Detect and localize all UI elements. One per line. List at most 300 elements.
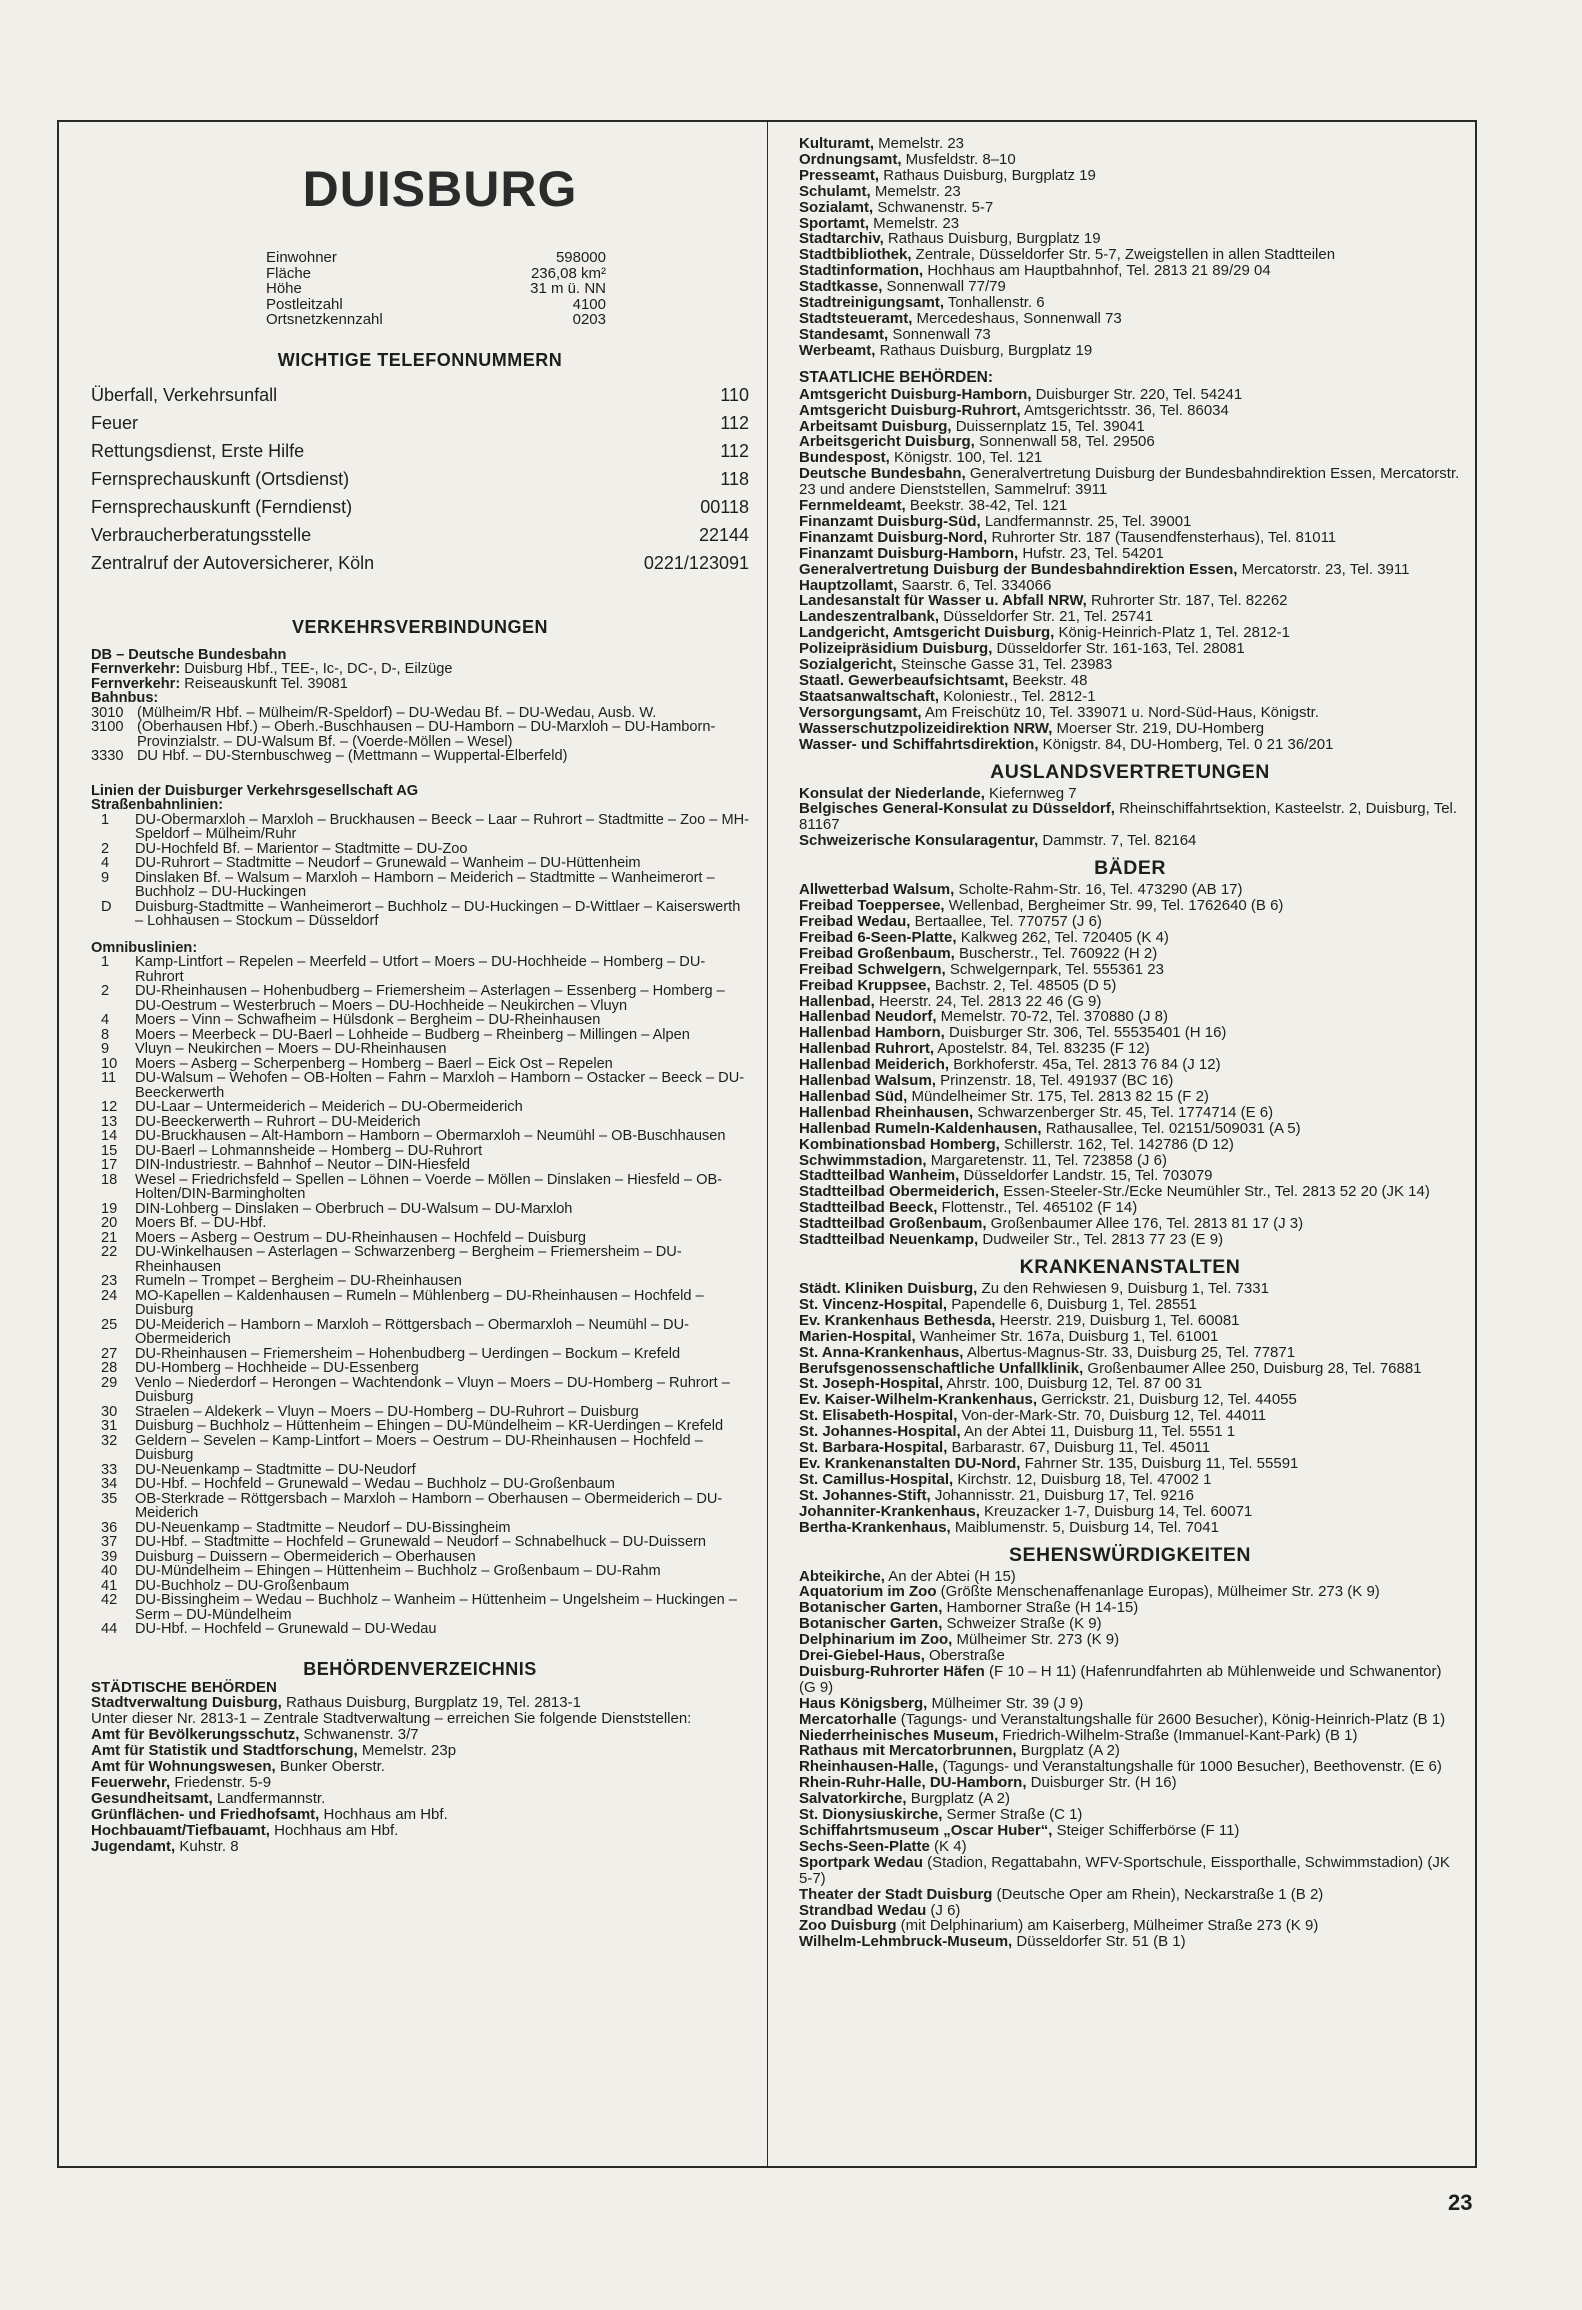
stat-label: Ortsnetzkennzahl xyxy=(266,311,383,328)
line-number: 22 xyxy=(101,1244,118,1260)
entry-details: Zentrale, Düsseldorfer Str. 5-7, Zweigstellen in allen Stadtteilen xyxy=(911,246,1336,264)
entry-name: Mercatorhalle xyxy=(799,1710,897,1728)
line-number: 3100 xyxy=(91,719,124,735)
entry-details: Kiefernweg 7 xyxy=(984,784,1077,802)
entry-name: Schulamt, xyxy=(799,182,871,200)
line-number: 9 xyxy=(101,1041,110,1057)
directory-entry xyxy=(799,1791,1461,1807)
line-row xyxy=(91,813,749,842)
line-route: Moers Bf. – DU-Hbf. xyxy=(135,1215,267,1231)
line-row xyxy=(91,1361,749,1376)
phone-row xyxy=(91,409,749,437)
entry-details: Rathaus Duisburg, Burgplatz 19 xyxy=(883,230,1101,248)
entry-name: Allwetterbad Walsum, xyxy=(799,881,955,899)
stat-value: 4100 xyxy=(572,295,606,313)
entry-name: Ev. Krankenhaus Bethesda, xyxy=(799,1311,996,1329)
entry-name: Rhein-Ruhr-Halle, DU-Hamborn, xyxy=(799,1774,1027,1792)
line-route: DU-Laar – Untermeiderich – Meiderich – DU-Obermeiderich xyxy=(135,1099,523,1115)
directory-entry xyxy=(799,327,1461,343)
entry-details: Steinsche Gasse 31, Tel. 23983 xyxy=(896,656,1113,674)
directory-entry xyxy=(799,1664,1461,1696)
phone-number: 110 xyxy=(720,384,749,405)
entry-name: Stadtverwaltung Duisburg, xyxy=(91,1694,282,1712)
directory-entry xyxy=(91,1807,749,1823)
entry-name: Arbeitsgericht Duisburg, xyxy=(799,433,975,451)
line-route: Rumeln – Trompet – Bergheim – DU-Rheinhausen xyxy=(135,1273,462,1289)
line-row xyxy=(91,1115,749,1130)
line-route: DU-Buchholz – DU-Großenbaum xyxy=(135,1577,350,1594)
entry-name: Wasserschutzpolizeidirektion NRW, xyxy=(799,719,1053,737)
line-number: 12 xyxy=(101,1099,118,1115)
entry-name: Abteikirche, xyxy=(799,1567,885,1585)
directory-entry xyxy=(799,657,1461,673)
entry-name: Marien-Hospital, xyxy=(799,1327,916,1345)
entry-name: St. Barbara-Hospital, xyxy=(799,1439,948,1457)
entry-details: Amtsgerichtsstr. 36, Tel. 86034 xyxy=(1020,401,1229,419)
entry-name: Freibad Schwelgern, xyxy=(799,960,946,978)
entry-name: Sportpark Wedau xyxy=(799,1853,923,1871)
entry-details: Schwelgernpark, Tel. 555361 23 xyxy=(945,960,1164,978)
entry-details: Landfermannstr. 25, Tel. 39001 xyxy=(980,512,1192,530)
entry-name: Stadtbibliothek, xyxy=(799,246,912,264)
stat-row xyxy=(266,281,606,297)
entry-details: Albertus-Magnus-Str. 33, Duisburg 25, Tel. 77871 xyxy=(963,1343,1296,1361)
line-number: 27 xyxy=(101,1345,118,1362)
line-number: 2 xyxy=(101,840,110,857)
directory-entry xyxy=(91,1711,749,1727)
entry-details: Schwanenstr. 3/7 xyxy=(299,1726,419,1744)
directory-entry xyxy=(799,1807,1461,1823)
directory-entry xyxy=(799,466,1461,498)
phones-heading: WICHTIGE TELEFONNUMMERN xyxy=(277,349,563,370)
line-route: Moers – Asberg – Scherpenberg – Homberg – Baerl – Eick Ost – Repelen xyxy=(135,1055,613,1072)
line-number: 32 xyxy=(101,1432,118,1449)
line-row xyxy=(91,871,749,900)
line-number: 8 xyxy=(101,1026,110,1043)
line-route: Venlo – Niederdorf – Herongen – Wachtendonk – Vluyn – Moers – DU-Homberg – Ruhrort – Duisburg xyxy=(135,1374,730,1405)
directory-entry xyxy=(91,1759,749,1775)
sights-heading: SEHENSWÜRDIGKEITEN xyxy=(1009,1543,1251,1566)
entry-name: Werbeamt, xyxy=(799,341,876,359)
entry-name: Botanischer Garten, xyxy=(799,1615,943,1633)
directory-entry xyxy=(799,263,1461,279)
directory-entry xyxy=(799,136,1461,152)
directory-entry xyxy=(799,450,1461,466)
entry-details: Generalvertretung Duisburg der Bundesbahndirektion Essen, Mercatorstr. 23 und andere Dienststellen, Sammelruf: 3911 xyxy=(799,465,1460,499)
entry-name: Standesamt, xyxy=(799,325,889,343)
entry-details: Apostelstr. 84, Tel. 83235 (F 12) xyxy=(934,1040,1150,1058)
entry-details: (F 10 – H 11) (Hafenrundfahrten ab Mühlenweide und Schwanentor) (G 9) xyxy=(799,1662,1442,1696)
directory-entry xyxy=(799,1616,1461,1632)
entry-name: St. Elisabeth-Hospital, xyxy=(799,1407,958,1425)
line-row xyxy=(91,1477,749,1492)
phone-number: 00118 xyxy=(700,496,749,517)
entry-name: Amtsgericht Duisburg-Hamborn, xyxy=(799,385,1032,403)
directory-entry xyxy=(799,1712,1461,1728)
line-route: DU-Ruhrort – Stadtmitte – Neudorf – Grunewald – Wanheim – DU-Hüttenheim xyxy=(135,855,641,871)
entry-name: Haus Königsberg, xyxy=(799,1694,928,1712)
directory-entry xyxy=(91,1791,749,1807)
directory-entry xyxy=(799,1376,1461,1392)
line-row xyxy=(91,1347,749,1362)
directory-entry xyxy=(799,184,1461,200)
entry-details: Rathaus Duisburg, Burgplatz 19 xyxy=(879,166,1096,184)
line-route: Duisburg-Stadtmitte – Wanheimerort – Buchholz – DU-Huckingen – D-Wittlaer – Kaiserswerth – Lohhausen – Stockum – Düsseldorf xyxy=(135,898,741,929)
phone-label: Fernsprechauskunft (Ferndienst) xyxy=(91,496,353,517)
entry-name: Berufsgenossenschaftliche Unfallklinik, xyxy=(799,1359,1084,1377)
directory-entry xyxy=(799,625,1461,641)
line-row xyxy=(91,1144,749,1159)
entry-name: Aquatorium im Zoo xyxy=(799,1583,937,1601)
entry-name: Theater der Stadt Duisburg xyxy=(799,1885,993,1903)
entry-name: Amt für Wohnungswesen, xyxy=(91,1758,276,1776)
entry-name: Niederrheinisches Museum, xyxy=(799,1726,999,1744)
page-number: 23 xyxy=(1448,2190,1473,2215)
line-route: Moers – Vinn – Schwafheim – Hülsdonk – Bergheim – DU-Rheinhausen xyxy=(135,1012,601,1028)
line-number: 9 xyxy=(101,869,110,886)
stat-row xyxy=(266,297,606,313)
stat-value: 598000 xyxy=(555,249,606,266)
directory-entry xyxy=(799,343,1461,359)
entry-details: Wanheimer Str. 167a, Duisburg 1, Tel. 61001 xyxy=(915,1327,1219,1345)
entry-details: Unter dieser Nr. 2813-1 – Zentrale Stadtverwaltung – erreichen Sie folgende Dienststellen: xyxy=(91,1710,692,1728)
entry-details: Memelstr. 23 xyxy=(869,214,960,232)
entry-details: Ahrstr. 100, Duisburg 12, Tel. 87 00 31 xyxy=(943,1375,1203,1393)
directory-entry xyxy=(799,1696,1461,1712)
entry-name: Stadtreinigungsamt, xyxy=(799,294,945,312)
line-number: 42 xyxy=(101,1592,118,1608)
entry-name: Finanzamt Duisburg-Hamborn, xyxy=(799,544,1019,562)
directory-entry xyxy=(799,801,1461,833)
phone-row xyxy=(91,437,749,465)
entry-details: (Tagungs- und Veranstaltungshalle für 1000 Besucher), Beethovenstr. (E 6) xyxy=(938,1758,1442,1776)
directory-entry xyxy=(799,833,1461,849)
directory-entry xyxy=(799,978,1461,994)
phone-number: 22144 xyxy=(698,524,749,545)
directory-entry xyxy=(799,1648,1461,1664)
entry-details: Großenbaumer Allee 250, Duisburg 28, Tel. 76881 xyxy=(1083,1359,1422,1377)
line-number: 1 xyxy=(101,954,110,970)
entry-details: (J 6) xyxy=(926,1901,961,1919)
entry-details: Friedenstr. 5-9 xyxy=(170,1773,272,1791)
entry-details: (Deutsche Oper am Rhein), Neckarstraße 1 (B 2) xyxy=(992,1885,1324,1903)
stat-value: 0203 xyxy=(572,311,606,328)
dvg-section xyxy=(91,784,749,1637)
db-title: DB – Deutsche Bundesbahn xyxy=(91,646,287,663)
line-route: DIN-Industriestr. – Bahnhof – Neutor – DIN-Hiesfeld xyxy=(135,1157,470,1173)
entry-name: Kulturamt, xyxy=(799,135,874,152)
entry-name: Stadtteilbad Obermeiderich, xyxy=(799,1183,1000,1201)
line-row xyxy=(91,720,749,749)
entry-details: Moerser Str. 219, DU-Homberg xyxy=(1052,719,1265,737)
entry-name: Amt für Bevölkerungsschutz, xyxy=(91,1726,300,1744)
entry-details: Königstr. 84, DU-Homberg, Tel. 0 21 36/201 xyxy=(1038,735,1334,753)
directory-entry xyxy=(799,1839,1461,1855)
entry-name: Stadtkasse, xyxy=(799,278,883,296)
entry-details: Sonnenwall 73 xyxy=(888,325,991,343)
line-row xyxy=(91,900,749,929)
db-fern2-label: Fernverkehr: xyxy=(91,675,181,692)
entry-details: Papendelle 6, Duisburg 1, Tel. 28551 xyxy=(947,1295,1197,1313)
entry-details: Duisburger Str. (H 16) xyxy=(1026,1774,1177,1792)
directory-entry xyxy=(799,1232,1461,1248)
entry-name: Hallenbad Ruhrort, xyxy=(799,1040,935,1058)
entry-name: Bundespost, xyxy=(799,449,890,467)
line-row xyxy=(91,1202,749,1217)
phone-row xyxy=(91,521,749,549)
directory-entry xyxy=(799,1456,1461,1472)
entry-details: (Stadion, Regattabahn, WFV-Sportschule, Eissporthalle, Schwimmstadion) (JK 5-7) xyxy=(799,1853,1450,1887)
directory-entry xyxy=(799,1297,1461,1313)
entry-name: Deutsche Bundesbahn, xyxy=(799,465,966,483)
entry-details: Duisburger Str. 220, Tel. 54241 xyxy=(1031,385,1243,403)
phone-label: Feuer xyxy=(91,412,139,433)
directory-entry xyxy=(799,1775,1461,1791)
entry-details: Burgplatz (A 2) xyxy=(1016,1742,1120,1760)
entry-name: Sechs-Seen-Platte xyxy=(799,1837,930,1855)
entry-name: Stadtteilbad Wanheim, xyxy=(799,1167,960,1185)
dvg-title: Linien der Duisburger Verkehrsgesellschaft AG xyxy=(91,782,419,799)
line-row xyxy=(91,1376,749,1405)
line-route: DU-Hochfeld Bf. – Marientor – Stadtmitte – DU-Zoo xyxy=(135,840,468,857)
entry-name: Staatl. Gewerbeaufsichtsamt, xyxy=(799,672,1009,689)
phone-label: Verbraucherberatungsstelle xyxy=(91,524,312,545)
city-authorities-continued xyxy=(799,136,1461,359)
line-number: 11 xyxy=(101,1070,117,1086)
entry-name: Bertha-Krankenhaus, xyxy=(799,1518,951,1536)
entry-details: Flottenstr., Tel. 465102 (F 14) xyxy=(937,1199,1138,1217)
city-title: DUISBURG xyxy=(302,161,578,217)
line-number: 4 xyxy=(101,1012,110,1028)
line-route: DU-Hbf. – Hochfeld – Grunewald – DU-Wedau xyxy=(135,1621,437,1637)
line-row xyxy=(91,1492,749,1521)
entry-details: Heerstr. 219, Duisburg 1, Tel. 60081 xyxy=(995,1311,1240,1329)
entry-details: Steiger Schifferbörse (F 11) xyxy=(1052,1822,1240,1839)
entry-name: Presseamt, xyxy=(799,166,880,184)
entry-name: Freibad Wedau, xyxy=(799,912,911,930)
entry-name: Stadtteilbad Neuenkamp, xyxy=(799,1231,979,1249)
line-route: MO-Kapellen – Kaldenhausen – Rumeln – Mühlenberg – DU-Rheinhausen – Hochfeld – Duisburg xyxy=(135,1287,704,1318)
stat-label: Postleitzahl xyxy=(266,295,343,313)
directory-entry xyxy=(799,914,1461,930)
directory-entry xyxy=(799,403,1461,419)
stat-value: 236,08 km² xyxy=(530,264,606,282)
directory-entry xyxy=(799,1105,1461,1121)
hospitals-heading: KRANKENANSTALTEN xyxy=(1019,1256,1241,1278)
line-row xyxy=(91,1216,749,1231)
directory-entry xyxy=(799,1424,1461,1440)
line-number: 25 xyxy=(101,1316,118,1333)
line-row xyxy=(91,1318,749,1347)
line-number: D xyxy=(101,898,112,915)
line-route: OB-Sterkrade – Röttgersbach – Marxloh – Hamborn – Oberhausen – Obermeiderich – DU-Meiderich xyxy=(135,1490,723,1521)
entry-details: Mülheimer Str. 273 (K 9) xyxy=(952,1631,1120,1649)
directory-entry xyxy=(799,1184,1461,1200)
directory-entry xyxy=(799,689,1461,705)
entry-name: Rathaus mit Mercatorbrunnen, xyxy=(799,1742,1017,1760)
state-authorities xyxy=(799,387,1461,753)
city-authorities xyxy=(91,1680,749,1855)
directory-entry xyxy=(799,1887,1461,1903)
directory-entry xyxy=(799,1918,1461,1934)
entry-details: König-Heinrich-Platz 1, Tel. 2812-1 xyxy=(1054,624,1290,642)
entry-details: Mercedeshaus, Sonnenwall 73 xyxy=(912,309,1122,327)
entry-details: Zu den Rehwiesen 9, Duisburg 1, Tel. 7331 xyxy=(977,1280,1269,1297)
city-entries xyxy=(91,1695,749,1854)
line-row xyxy=(91,1245,749,1274)
line-row xyxy=(91,1550,749,1565)
entry-details: Oberstraße xyxy=(924,1647,1005,1665)
directory-entry xyxy=(799,1361,1461,1377)
entry-name: Hallenbad Rheinhausen, xyxy=(799,1103,974,1121)
entry-name: Finanzamt Duisburg-Süd, xyxy=(799,512,981,530)
line-row xyxy=(91,1274,749,1289)
phone-row xyxy=(91,465,749,493)
entry-details: Von-der-Mark-Str. 70, Duisburg 12, Tel. 44011 xyxy=(957,1407,1267,1425)
entry-name: Hallenbad Meiderich, xyxy=(799,1056,950,1074)
directory-entry xyxy=(799,562,1461,578)
entry-details: Beekstr. 48 xyxy=(1008,672,1088,689)
line-number: 1 xyxy=(101,811,110,828)
line-route: DU-Meiderich – Hamborn – Marxloh – Röttgersbach – Obermarxloh – Neumühl – DU-Obermeiderich xyxy=(135,1316,689,1347)
directory-entry xyxy=(799,1137,1461,1153)
directory-entry xyxy=(799,546,1461,562)
directory-entry xyxy=(799,898,1461,914)
entry-details: Barbarastr. 67, Duisburg 11, Tel. 45011 xyxy=(947,1439,1211,1457)
entry-details: Rathaus Duisburg, Burgplatz 19 xyxy=(875,341,1093,359)
line-number: 30 xyxy=(101,1403,118,1420)
line-row xyxy=(91,1057,749,1072)
directory-entry xyxy=(91,1727,749,1743)
line-row xyxy=(91,955,749,984)
entry-name: Wilhelm-Lehmbruck-Museum, xyxy=(799,1933,1013,1951)
directory-entry xyxy=(799,1600,1461,1616)
directory-entry xyxy=(799,1216,1461,1232)
entry-details: Sonnenwall 77/79 xyxy=(882,278,1006,296)
line-route: Dinslaken Bf. – Walsum – Marxloh – Hamborn – Meiderich – Stadtmitte – Wanheimerort – Buchholz – DU-Huckingen xyxy=(135,869,715,900)
directory-entry xyxy=(799,1569,1461,1585)
line-route: Duisburg – Buchholz – Hüttenheim – Ehingen – DU-Mündelheim – KR-Uerdingen – Krefeld xyxy=(135,1418,724,1434)
line-route: DU-Walsum – Wehofen – OB-Holten – Fahrn – Marxloh – Hamborn – Ostacker – Beeck – DU-Beeckerwerth xyxy=(135,1070,745,1101)
directory-entry xyxy=(799,419,1461,435)
entry-name: Feuerwehr, xyxy=(91,1773,171,1791)
entry-name: St. Camillus-Hospital, xyxy=(799,1470,954,1488)
db-fern-text: Duisburg Hbf., TEE-, Ic-, DC-, D-, Eilzüge xyxy=(184,661,453,677)
entry-details: Essen-Steeler-Str./Ecke Neumühler Str., Tel. 2813 52 20 (JK 14) xyxy=(999,1183,1430,1201)
stat-label: Einwohner xyxy=(266,249,337,266)
line-row xyxy=(91,856,749,871)
entry-details: Musfeldstr. 8–10 xyxy=(901,150,1016,168)
directory-entry xyxy=(799,311,1461,327)
entry-name: Landgericht, Amtsgericht Duisburg, xyxy=(799,624,1055,642)
directory-entry xyxy=(799,1057,1461,1073)
line-row xyxy=(91,1100,749,1115)
entry-details: Scholte-Rahm-Str. 16, Tel. 473290 (AB 17) xyxy=(954,881,1243,899)
entry-name: Generalvertretung Duisburg der Bundesbahndirektion Essen, xyxy=(799,560,1238,578)
line-row xyxy=(91,1071,749,1100)
tram-label: Straßenbahnlinien: xyxy=(91,797,224,813)
directory-entry xyxy=(799,609,1461,625)
entry-name: Stadtinformation, xyxy=(799,262,924,280)
directory-entry xyxy=(799,1168,1461,1184)
entry-details: Hochhaus am Hbf. xyxy=(319,1805,448,1823)
entry-details: Mülheimer Str. 39 (J 9) xyxy=(927,1694,1084,1712)
entry-name: Staatsanwaltschaft, xyxy=(799,687,940,705)
entry-name: Sozialgericht, xyxy=(799,656,897,674)
line-row xyxy=(91,1434,749,1463)
line-row xyxy=(91,1535,749,1550)
entry-details: An der Abtei (H 15) xyxy=(884,1567,1016,1585)
directory-entry xyxy=(799,498,1461,514)
entry-details: Bertaallee, Tel. 770757 (J 6) xyxy=(910,912,1102,930)
entry-name: Amtsgericht Duisburg-Ruhrort, xyxy=(799,401,1021,419)
directory-entry xyxy=(799,279,1461,295)
line-number: 24 xyxy=(101,1287,118,1304)
entry-name: Versorgungsamt, xyxy=(799,703,922,721)
directory-entry xyxy=(799,1488,1461,1504)
entry-details: Kuhstr. 8 xyxy=(175,1837,239,1855)
entry-name: Hochbauamt/Tiefbauamt, xyxy=(91,1821,270,1839)
entry-details: Dammstr. 7, Tel. 82164 xyxy=(1038,832,1197,850)
entry-details: Sonnenwall 58, Tel. 29506 xyxy=(974,433,1155,451)
line-row xyxy=(91,1173,749,1202)
entry-name: Polizeipräsidium Duisburg, xyxy=(799,640,993,658)
entry-details: Hamborner Straße (H 14-15) xyxy=(942,1599,1139,1617)
line-route: DU-Beeckerwerth – Ruhrort – DU-Meiderich xyxy=(135,1113,421,1130)
line-route: DU Hbf. – DU-Sternbuschweg – (Mettmann – Wuppertal-Elberfeld) xyxy=(137,748,568,764)
line-number: 2 xyxy=(101,983,110,999)
line-number: 28 xyxy=(101,1360,118,1376)
entry-details: (Größte Menschenaffenanlage Europas), Mülheimer Str. 273 (K 9) xyxy=(936,1583,1380,1601)
line-route: (Mülheim/R Hbf. – Mülheim/R-Speldorf) – DU-Wedau Bf. – DU-Wedau, Ausb. W. xyxy=(137,704,657,721)
line-number: 37 xyxy=(101,1534,118,1550)
phone-row xyxy=(91,549,749,577)
entry-details: Maiblumenstr. 5, Duisburg 14, Tel. 7041 xyxy=(950,1518,1219,1536)
directory-entry xyxy=(799,1153,1461,1169)
entry-details: Bunker Oberstr. xyxy=(275,1758,385,1776)
line-row xyxy=(91,1028,749,1043)
entry-name: St. Anna-Krankenhaus, xyxy=(799,1343,964,1361)
line-row xyxy=(91,1013,749,1028)
entry-details: Mercatorstr. 23, Tel. 3911 xyxy=(1237,560,1410,578)
line-number: 44 xyxy=(101,1621,118,1637)
entry-name: Zoo Duisburg xyxy=(799,1917,897,1935)
directory-entry xyxy=(91,1743,749,1759)
entry-details: Memelstr. 70-72, Tel. 370880 (J 8) xyxy=(936,1008,1169,1026)
line-row xyxy=(91,1579,749,1594)
entry-name: Freibad 6-Seen-Platte, xyxy=(799,928,957,946)
db-fern-label: Fernverkehr: xyxy=(91,661,181,677)
directory-entry xyxy=(799,1392,1461,1408)
directory-entry xyxy=(799,1759,1461,1775)
directory-entry xyxy=(799,1089,1461,1105)
line-row xyxy=(91,1463,749,1478)
line-route: DU-Neuenkamp – Stadtmitte – Neudorf – DU-Bissingheim xyxy=(135,1519,511,1536)
directory-entry xyxy=(799,1009,1461,1025)
directory-entry xyxy=(799,1728,1461,1744)
entry-name: Salvatorkirche, xyxy=(799,1790,907,1808)
directory-entry xyxy=(799,1632,1461,1648)
entry-details: Ruhrorter Str. 187 (Tausendfensterhaus), Tel. 81011 xyxy=(987,528,1337,546)
entry-details: Kreuzacker 1-7, Duisburg 14, Tel. 60071 xyxy=(979,1502,1253,1520)
tram-lines xyxy=(91,813,749,929)
entry-details: Hufstr. 23, Tel. 54201 xyxy=(1018,544,1164,562)
sights-list xyxy=(799,1569,1461,1951)
line-row xyxy=(91,1129,749,1144)
directory-entry xyxy=(799,1041,1461,1057)
line-number: 10 xyxy=(101,1055,118,1072)
directory-entry xyxy=(91,1695,749,1711)
